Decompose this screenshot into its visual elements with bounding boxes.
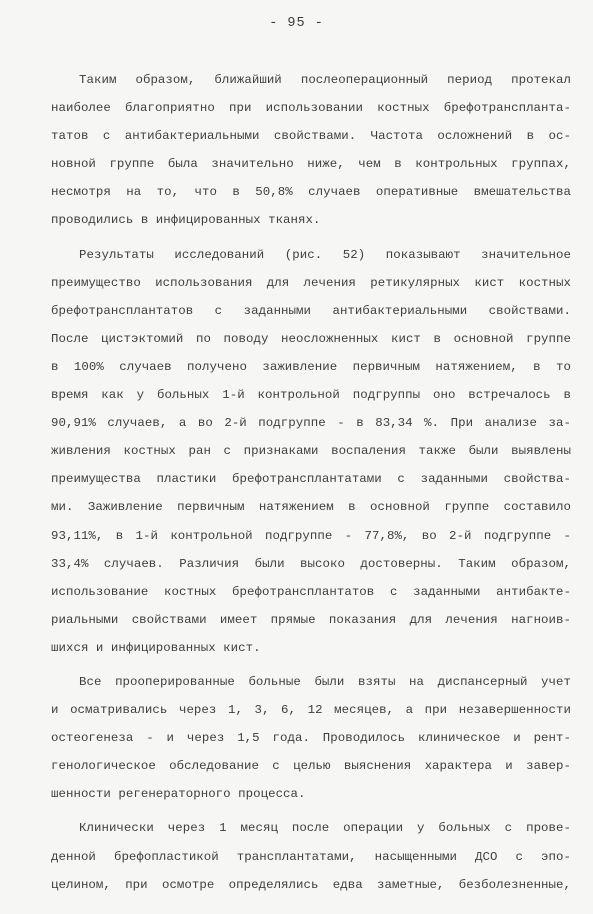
document-body (51, 66, 571, 905)
text-line: Клинически через 1 месяц после операции у больных с прове- (79, 821, 571, 836)
paragraph-2 (51, 241, 571, 662)
text-line: преимущество использования для лечения ретикулярных кист костных (51, 275, 571, 290)
text-line: шихся и инфицированных кист. (51, 640, 261, 655)
text-line: наиболее благоприятно при использовании костных брефотранспланта- (51, 101, 571, 116)
page-number: - 95 - (269, 16, 324, 31)
text-line: живления костных ран с признаками воспаления также были выявлены (51, 444, 571, 459)
text-line: После цистэктомий по поводу неосложненных кист в основной группе (51, 331, 571, 346)
text-line: брефотрансплантатов с заданными антибактериальными свойствами. (51, 303, 571, 318)
paragraph-3 (51, 668, 571, 808)
text-line: денной брефопластикой трансплантатами, насыщенными ДСО с эпо- (51, 849, 571, 864)
text-line: Таким образом, ближайший послеоперационный период протекал (79, 73, 571, 87)
text-line: целином, при осмотре определялись едва заметные, безболезненные, (51, 877, 571, 892)
text-line: генологическое обследование с целью выяснения характера и завер- (51, 759, 571, 774)
text-line: 93,11%, в 1-й контрольной подгруппе - 77,8%, во 2-й подгруппе - (51, 528, 571, 543)
text-line: шенности регенераторного процесса. (51, 787, 306, 802)
text-line: 33,4% случаев. Различия были высоко достоверны. Таким образом, (51, 556, 571, 571)
text-line: Результаты исследований (рис. 52) показывают значительное (79, 247, 571, 262)
text-line: ми. Заживление первичным натяжением в основной группе составило (51, 500, 571, 515)
paragraph-4 (51, 814, 571, 898)
text-line: остеогенеза - и через 1,5 года. Проводилось клиническое и рент- (51, 731, 571, 746)
text-line: преимущества пластики брефотрансплантатами с заданными свойства- (51, 472, 571, 487)
text-line: проводились в инфицированных тканях. (51, 213, 321, 228)
text-line: новной группе была значительно ниже, чем в контрольных группах, (51, 157, 571, 172)
text-line: 90,91% случаев, а во 2-й подгруппе - в 83,34 %. При анализе за- (51, 416, 571, 431)
text-line: несмотря на то, что в 50,8% случаев оперативные вмешательства (51, 185, 571, 200)
paragraph-1 (51, 66, 571, 235)
text-line: татов с антибактериальными свойствами. Частота осложнений в ос- (51, 129, 571, 144)
text-line: в 100% случаев получено заживление первичным натяжением, в то (51, 359, 571, 374)
text-line: риальными свойствами имеет прямые показания для лечения нагноив- (51, 612, 571, 627)
text-line: и осматривались через 1, 3, 6, 12 месяцев, а при незавершенности (51, 703, 571, 718)
text-line: использование костных брефотрансплантатов с заданными антибакте- (51, 584, 571, 599)
text-line: время как у больных 1-й контрольной подгруппы оно встречалось в (51, 388, 571, 403)
text-line: Все прооперированные больные были взяты на диспансерный учет (79, 674, 571, 689)
